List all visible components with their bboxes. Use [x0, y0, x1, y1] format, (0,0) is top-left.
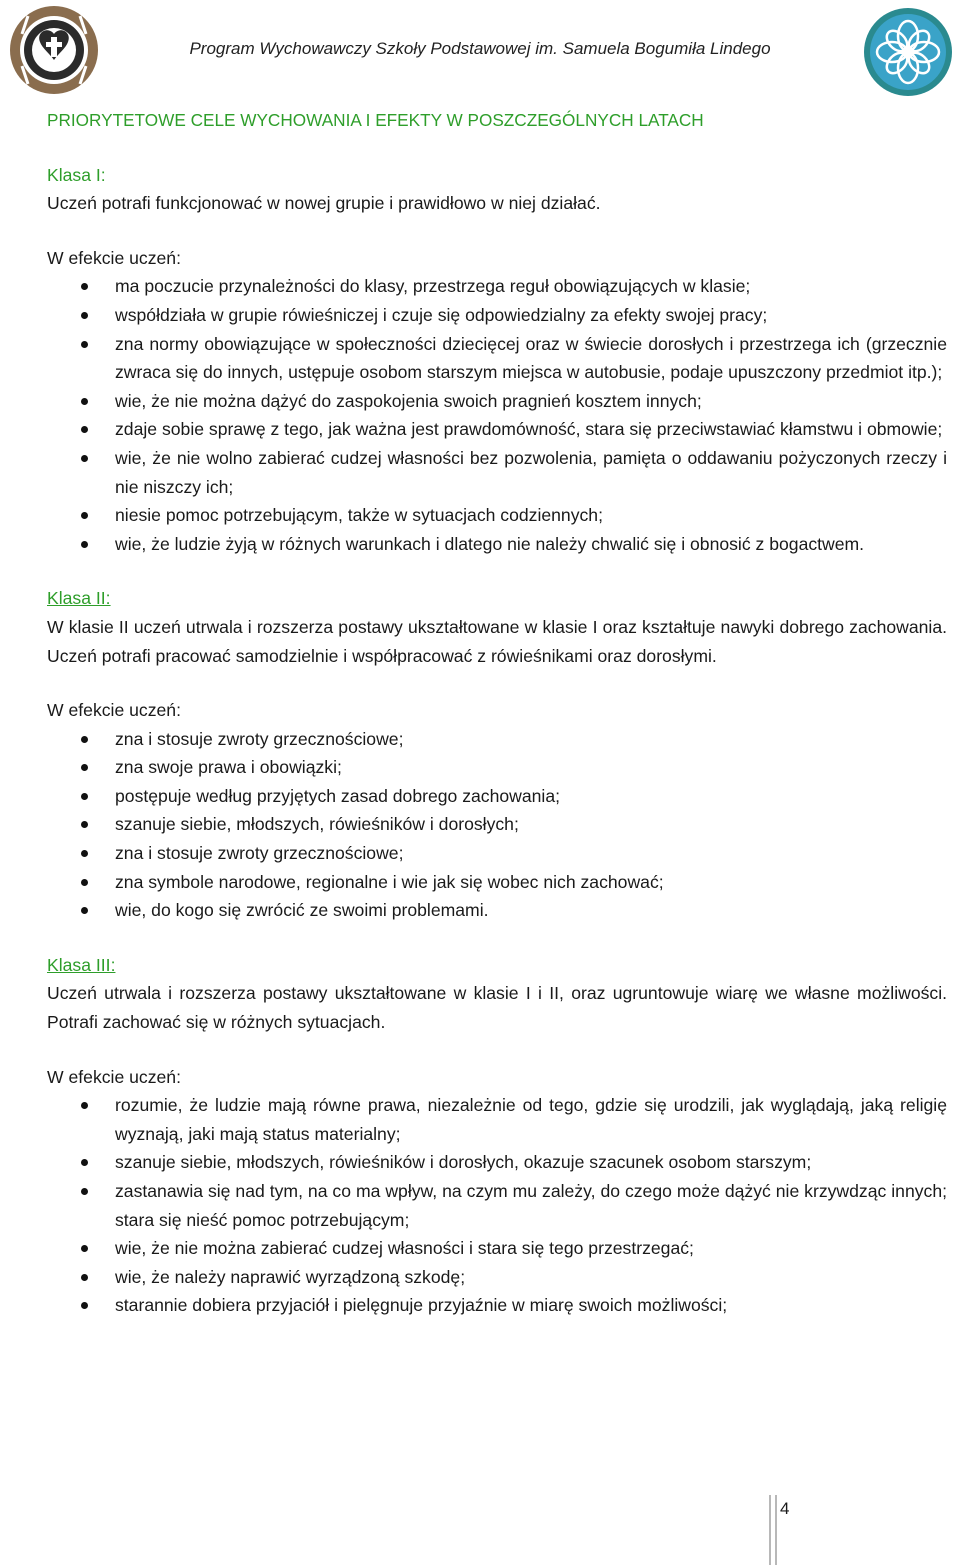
list-item: szanuje siebie, młodszych, rówieśników i dorosłych;: [47, 810, 947, 839]
list-item: wie, do kogo się zwrócić ze swoimi problemami.: [47, 896, 947, 925]
section-intro: Uczeń utrwala i rozszerza postawy ukształtowane w klasie I i II, oraz ugruntowuje wiarę we własne możliwości. Potrafi zachować się w różnych sytuacjach.: [47, 983, 947, 1033]
page-number: 4: [780, 1499, 790, 1518]
section-heading: Klasa I:: [47, 164, 106, 185]
list-item: niesie pomoc potrzebującym, także w sytuacjach codziennych;: [47, 501, 947, 530]
list-item: wie, że nie można zabierać cudzej własności i stara się tego przestrzegać;: [47, 1234, 947, 1263]
section-klasa-3: [47, 951, 947, 1320]
list-item: szanuje siebie, młodszych, rówieśników i dorosłych, okazuje szacunek osobom starszym;: [47, 1148, 947, 1177]
list-item: zna swoje prawa i obowiązki;: [47, 753, 947, 782]
section-intro: Uczeń potrafi funkcjonować w nowej grupie i prawidłowo w niej działać.: [47, 193, 601, 214]
section-heading: Klasa III:: [47, 954, 116, 975]
list-item: wie, że ludzie żyją w różnych warunkach i dlatego nie należy chwalić się i obnosić z bogactwem.: [47, 530, 947, 559]
list-item: starannie dobiera przyjaciół i pielęgnuje przyjaźnie w miarę swoich możliwości;: [47, 1291, 947, 1320]
effect-list: [47, 725, 947, 925]
page-number-divider: [769, 1495, 777, 1565]
list-item: zna symbole narodowe, regionalne i wie jak się wobec nich zachować;: [47, 868, 947, 897]
list-item: zna i stosuje zwroty grzecznościowe;: [47, 839, 947, 868]
section-intro: W klasie II uczeń utrwala i rozszerza postawy ukształtowane w klasie I oraz kształtuje nawyki dobrego zachowania. Uczeń potrafi pracować samodzielnie i współpracować z rówieśnikami oraz dorosłymi.: [47, 616, 947, 666]
effect-list: [47, 272, 947, 558]
section-klasa-2: [47, 584, 947, 925]
list-item: rozumie, że ludzie mają równe prawa, niezależnie od tego, gdzie się urodzili, jak wyglądają, jaką religię wyznają, jaki mają status materialny;: [47, 1091, 947, 1148]
effect-list: [47, 1091, 947, 1320]
list-item: ma poczucie przynależności do klasy, przestrzega reguł obowiązujących w klasie;: [47, 272, 947, 301]
main-heading: PRIORYTETOWE CELE WYCHOWANIA I EFEKTY W POSZCZEGÓLNYCH LATACH: [47, 110, 704, 130]
list-item: wie, że nie wolno zabierać cudzej własności bez pozwolenia, pamięta o oddawaniu pożyczonych rzeczy i nie niszczy ich;: [47, 444, 947, 501]
effect-label: W efekcie uczeń:: [47, 1066, 181, 1087]
list-item: postępuje według przyjętych zasad dobrego zachowania;: [47, 782, 947, 811]
document-header-title: Program Wychowawczy Szkoły Podstawowej im. Samuela Bogumiła Lindego: [189, 39, 771, 58]
list-item: zna normy obowiązujące w społeczności dziecięcej oraz w świecie dorosłych i przestrzega ich (grzecznie zwraca się do innych, ustępuje osobom starszym miejsca w autobusie, podaje upuszczony przedmiot itp.);: [47, 330, 947, 387]
page-header: [0, 0, 960, 100]
effect-label: W efekcie uczeń:: [47, 700, 181, 721]
effect-label: W efekcie uczeń:: [47, 247, 181, 268]
school-crest-icon: [8, 4, 100, 96]
section-heading: Klasa II:: [47, 588, 111, 609]
list-item: zna i stosuje zwroty grzecznościowe;: [47, 725, 947, 754]
flower-emblem-icon: [860, 6, 956, 98]
list-item: współdziała w grupie rówieśniczej i czuje się odpowiedzialny za efekty swojej pracy;: [47, 301, 947, 330]
list-item: zdaje sobie sprawę z tego, jak ważna jest prawdomówność, stara się przeciwstawiać kłamstwu i obmowie;: [47, 415, 947, 444]
section-klasa-1: [47, 161, 947, 559]
list-item: zastanawia się nad tym, na co ma wpływ, na czym mu zależy, do czego może dążyć nie krzywdząc innych; stara się nieść pomoc potrzebującym;: [47, 1177, 947, 1234]
document-body: [47, 106, 947, 1346]
list-item: wie, że nie można dążyć do zaspokojenia swoich pragnień kosztem innych;: [47, 387, 947, 416]
list-item: wie, że należy naprawić wyrządzoną szkodę;: [47, 1263, 947, 1292]
